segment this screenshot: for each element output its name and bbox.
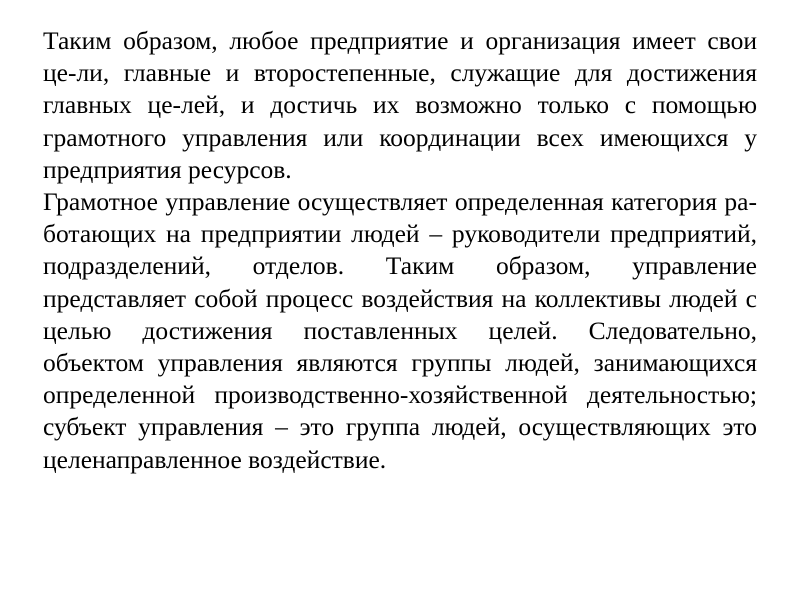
paragraph-2: Грамотное управление осуществляет определенная категория ра-ботающих на предприятии людей – руководители предприятий, подразделений, отделов. Таким образом, управление представляет собой процесс воздействия на коллективы людей с целью достижения поставленных целей. Следовательно, объектом управления являются группы людей, занимающихся определенной производственно-хозяйственной деятельностью; субъект управления – это группа людей, осуществляющих это целенаправленное воздействие. xyxy=(43,187,757,474)
paragraph-1: Таким образом, любое предприятие и организация имеет свои це-ли, главные и второстепенные, служащие для достижения главных це-лей, и достичь их возможно только с помощью грамотного управления или координации всех имеющихся у предприятия ресурсов. xyxy=(43,26,757,184)
text-block xyxy=(43,25,757,476)
